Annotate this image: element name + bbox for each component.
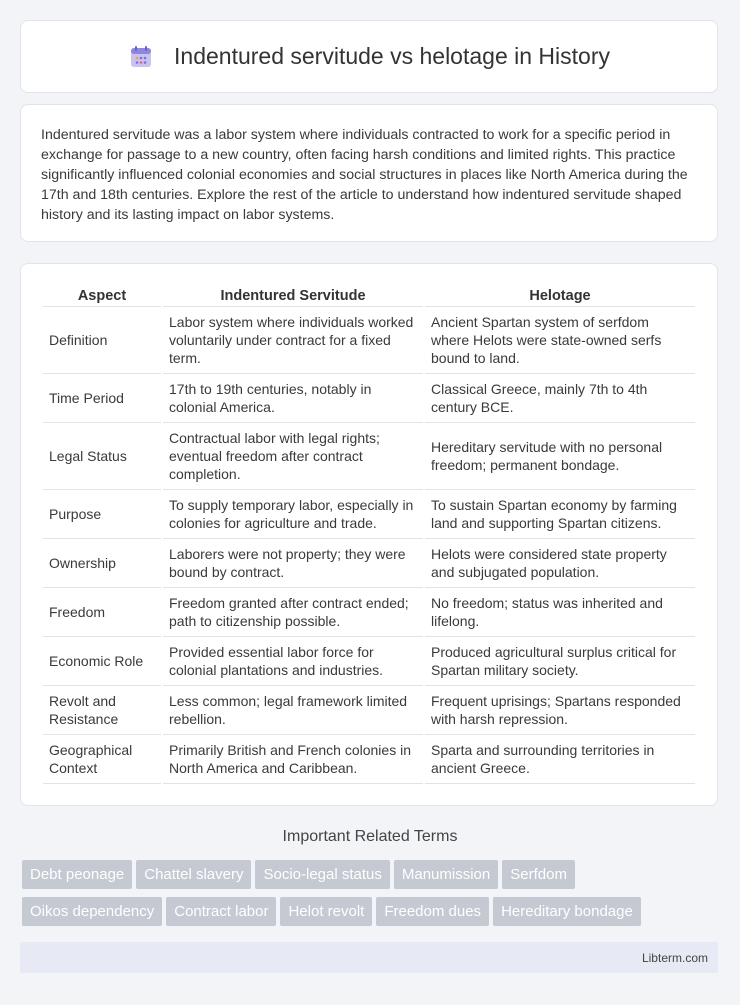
cell-aspect: Revolt and Resistance bbox=[43, 686, 161, 735]
cell-aspect: Purpose bbox=[43, 490, 161, 539]
column-header-indentured: Indentured Servitude bbox=[163, 284, 423, 307]
related-term-tag[interactable]: Contract labor bbox=[166, 897, 276, 926]
related-term-tag[interactable]: Freedom dues bbox=[376, 897, 489, 926]
cell-aspect: Time Period bbox=[43, 374, 161, 423]
cell-aspect: Definition bbox=[43, 307, 161, 374]
comparison-table bbox=[41, 284, 697, 784]
table-row bbox=[43, 539, 695, 588]
related-term-tag[interactable]: Manumission bbox=[394, 860, 498, 889]
cell-helotage: Ancient Spartan system of serfdom where Helots were state-owned serfs bound to land. bbox=[425, 307, 695, 374]
intro-card bbox=[20, 104, 718, 242]
table-row bbox=[43, 735, 695, 784]
table-row bbox=[43, 637, 695, 686]
comparison-table-card bbox=[20, 263, 718, 806]
cell-indentured: Labor system where individuals worked voluntarily under contract for a fixed term. bbox=[163, 307, 423, 374]
related-term-tag[interactable]: Hereditary bondage bbox=[493, 897, 641, 926]
cell-indentured: Primarily British and French colonies in North America and Caribbean. bbox=[163, 735, 423, 784]
cell-indentured: Freedom granted after contract ended; path to citizenship possible. bbox=[163, 588, 423, 637]
cell-aspect: Freedom bbox=[43, 588, 161, 637]
cell-helotage: Helots were considered state property and subjugated population. bbox=[425, 539, 695, 588]
table-row bbox=[43, 686, 695, 735]
cell-aspect: Economic Role bbox=[43, 637, 161, 686]
cell-indentured: Provided essential labor force for colonial plantations and industries. bbox=[163, 637, 423, 686]
related-term-tag[interactable]: Serfdom bbox=[502, 860, 575, 889]
footer-site-link[interactable]: Libterm.com bbox=[641, 951, 708, 965]
related-term-tag[interactable]: Socio-legal status bbox=[255, 860, 389, 889]
related-term-tag[interactable]: Helot revolt bbox=[280, 897, 372, 926]
related-term-tag[interactable]: Debt peonage bbox=[22, 860, 132, 889]
table-row bbox=[43, 490, 695, 539]
cell-aspect: Geographical Context bbox=[43, 735, 161, 784]
cell-helotage: Produced agricultural surplus critical for Spartan military society. bbox=[425, 637, 695, 686]
cell-indentured: Less common; legal framework limited rebellion. bbox=[163, 686, 423, 735]
related-terms-title: Important Related Terms bbox=[282, 828, 458, 845]
page-title: Indentured servitude vs helotage in History bbox=[174, 43, 610, 69]
cell-helotage: No freedom; status was inherited and lifelong. bbox=[425, 588, 695, 637]
table-row bbox=[43, 423, 695, 490]
cell-aspect: Ownership bbox=[43, 539, 161, 588]
cell-aspect: Legal Status bbox=[43, 423, 161, 490]
cell-indentured: Contractual labor with legal rights; eventual freedom after contract completion. bbox=[163, 423, 423, 490]
cell-helotage: To sustain Spartan economy by farming land and supporting Spartan citizens. bbox=[425, 490, 695, 539]
cell-helotage: Frequent uprisings; Spartans responded with harsh repression. bbox=[425, 686, 695, 735]
title-card bbox=[20, 20, 718, 93]
related-term-tag[interactable]: Chattel slavery bbox=[136, 860, 251, 889]
table-row bbox=[43, 374, 695, 423]
cell-indentured: Laborers were not property; they were bound by contract. bbox=[163, 539, 423, 588]
table-row bbox=[43, 307, 695, 374]
intro-paragraph: Indentured servitude was a labor system where individuals contracted to work for a specific period in exchange for passage to a new country, often facing harsh conditions and limited rights. This practice significantly influenced colonial economies and social structures in places like North America during the 17th and 18th centuries. Explore the rest of the article to understand how indentured servitude shaped history and its lasting impact on labor systems. bbox=[41, 127, 688, 223]
related-term-tag[interactable]: Oikos dependency bbox=[22, 897, 162, 926]
cell-helotage: Hereditary servitude with no personal freedom; permanent bondage. bbox=[425, 423, 695, 490]
cell-helotage: Classical Greece, mainly 7th to 4th century BCE. bbox=[425, 374, 695, 423]
related-terms-tags bbox=[22, 860, 722, 934]
table-header-row bbox=[43, 284, 695, 307]
footer bbox=[20, 942, 718, 973]
calendar-icon bbox=[128, 44, 154, 70]
cell-helotage: Sparta and surrounding territories in ancient Greece. bbox=[425, 735, 695, 784]
cell-indentured: 17th to 19th centuries, notably in colonial America. bbox=[163, 374, 423, 423]
column-header-helotage: Helotage bbox=[425, 284, 695, 307]
table-row bbox=[43, 588, 695, 637]
cell-indentured: To supply temporary labor, especially in colonies for agriculture and trade. bbox=[163, 490, 423, 539]
column-header-aspect: Aspect bbox=[43, 284, 161, 307]
